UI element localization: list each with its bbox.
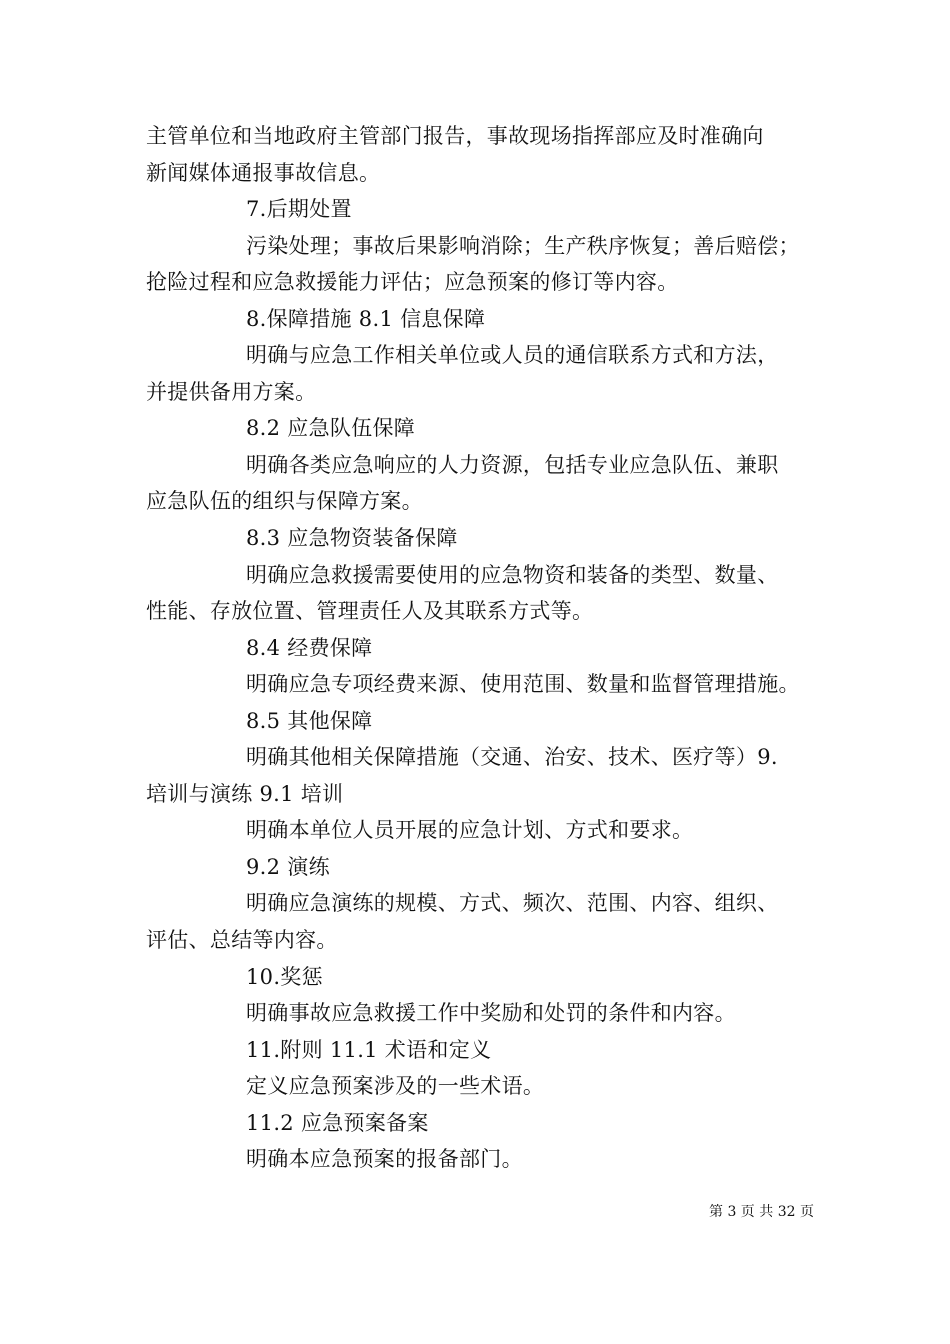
text-line: 新闻媒体通报事故信息。 (146, 160, 381, 185)
text-line: 定义应急预案涉及的一些术语。 (246, 1074, 545, 1099)
text-line: 明确各类应急响应的人力资源，包括专业应急队伍、兼职 (246, 452, 779, 477)
text-line: 明确应急救援需要使用的应急物资和装备的类型、数量、 (246, 562, 779, 587)
text-line: 应急队伍的组织与保障方案。 (146, 489, 423, 514)
text-line: 8.5 其他保障 (246, 708, 373, 733)
text-line: 评估、总结等内容。 (146, 928, 338, 953)
text-line: 明确本应急预案的报备部门。 (246, 1147, 523, 1172)
text-line: 抢险过程和应急救援能力评估；应急预案的修订等内容。 (146, 270, 679, 295)
text-line: 11.附则 11.1 术语和定义 (246, 1037, 492, 1062)
text-line: 明确与应急工作相关单位或人员的通信联系方式和方法， (246, 343, 779, 368)
text-line: 8.保障措施 8.1 信息保障 (246, 306, 486, 331)
text-line: 并提供备用方案。 (146, 379, 317, 404)
text-line: 性能、存放位置、管理责任人及其联系方式等。 (146, 599, 594, 624)
text-line: 8.2 应急队伍保障 (246, 416, 416, 441)
text-line: 8.4 经费保障 (246, 635, 373, 660)
text-line: 明确本单位人员开展的应急计划、方式和要求。 (246, 818, 694, 843)
page-number: 第 3 页 共 32 页 (709, 1204, 814, 1220)
text-line: 明确其他相关保障措施（交通、治安、技术、医疗等）9. (246, 745, 778, 770)
text-line: 明确应急专项经费来源、使用范围、数量和监督管理措施。 (246, 672, 800, 697)
text-line: 明确应急演练的规模、方式、频次、范围、内容、组织、 (246, 891, 779, 916)
text-line: 明确事故应急救援工作中奖励和处罚的条件和内容。 (246, 1001, 736, 1026)
text-line: 8.3 应急物资装备保障 (246, 526, 458, 551)
text-line: 7.后期处置 (246, 197, 352, 222)
text-line: 污染处理；事故后果影响消除；生产秩序恢复；善后赔偿； (246, 233, 800, 258)
text-line: 10.奖惩 (246, 964, 323, 989)
text-line: 主管单位和当地政府主管部门报告，事故现场指挥部应及时准确向 (146, 124, 764, 148)
text-line: 11.2 应急预案备案 (246, 1110, 429, 1135)
text-line: 9.2 演练 (246, 854, 330, 879)
document-body (146, 118, 826, 1178)
text-line: 培训与演练 9.1 培训 (146, 781, 344, 806)
